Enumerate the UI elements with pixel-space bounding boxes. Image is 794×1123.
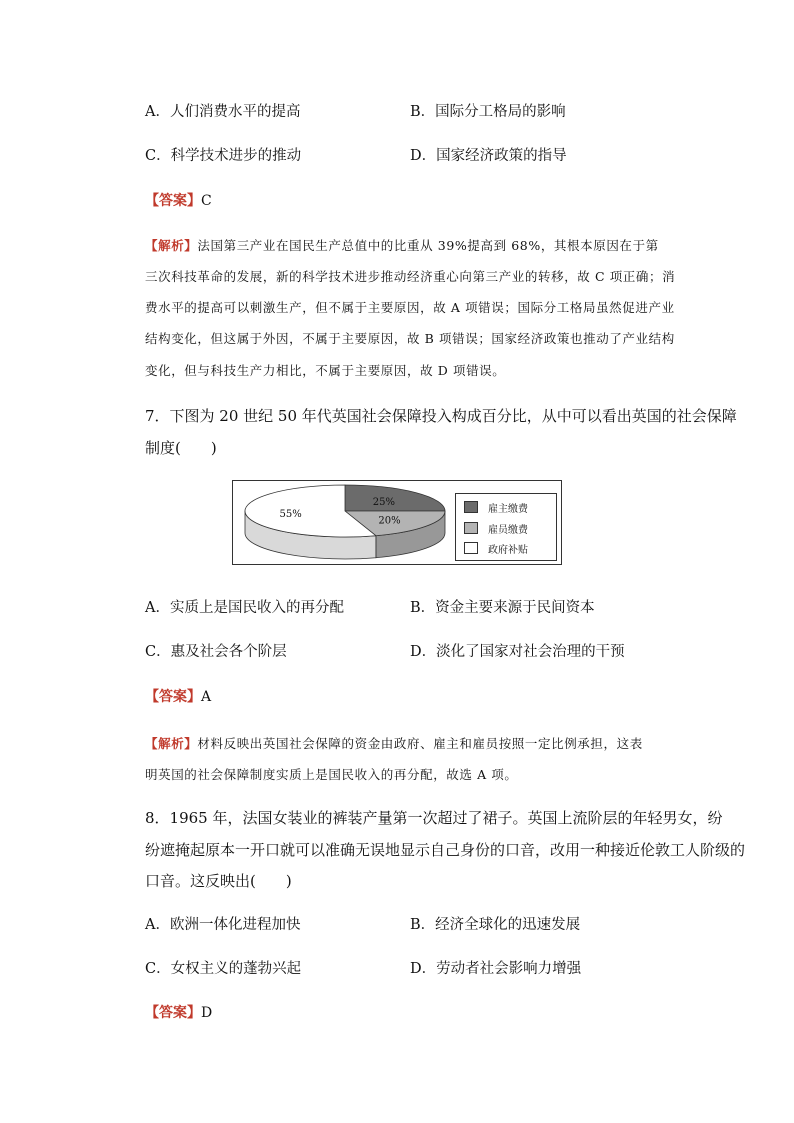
analysis-tag: 【解析】: [145, 238, 198, 253]
pie-chart: [235, 478, 475, 573]
q7-option-c: C．惠及社会各个阶层: [145, 644, 287, 660]
legend-swatch: [464, 501, 478, 513]
q6-analysis-line-3: 费水平的提高可以刺激生产，但不属于主要原因，故 A 项错误；国际分工格局虽然促进产业: [145, 300, 675, 315]
legend-swatch: [464, 522, 478, 534]
answer-tag: 【答案】: [145, 689, 201, 705]
q6-option-d: D．国家经济政策的指导: [410, 148, 567, 164]
q8-stem-line-2: 纷遮掩起原本一开口就可以准确无误地显示自己身份的口音，改用一种接近伦敦工人阶级的: [145, 841, 746, 859]
pie-label-0: 25%: [372, 496, 396, 508]
q7-analysis-line-2: 明英国的社会保障制度实质上是国民收入的再分配，故选 A 项。: [145, 767, 518, 782]
q6-analysis-line-2: 三次科技革命的发展，新的科学技术进步推动经济重心向第三产业的转移，故 C 项正确；消: [145, 269, 676, 284]
q7-stem-line-1: 7．下图为 20 世纪 50 年代英国社会保障投入构成百分比，从中可以看出英国的社会保障: [145, 407, 737, 425]
q6-option-b: B．国际分工格局的影响: [410, 104, 566, 120]
q6-option-c: C．科学技术进步的推动: [145, 148, 302, 164]
q6-analysis-line-1: [145, 236, 659, 256]
q6-option-a: A．人们消费水平的提高: [145, 104, 301, 120]
q8-option-d: D．劳动者社会影响力增强: [410, 961, 582, 977]
legend-label: 雇员缴费: [488, 524, 528, 536]
q8-answer: [145, 1003, 212, 1023]
answer-value: C: [201, 193, 212, 209]
legend-item-employer: [464, 499, 528, 515]
q6-analysis-line-4: 结构变化，但这属于外因，不属于主要原因，故 B 项错误；国家经济政策也推动了产业结构: [145, 331, 675, 346]
legend-item-employee: [464, 520, 528, 536]
answer-value: D: [201, 1005, 213, 1021]
legend-swatch: [464, 542, 478, 554]
q8-option-b: B．经济全球化的迅速发展: [410, 917, 581, 933]
q8-stem-line-1: 8．1965 年，法国女装业的裤装产量第一次超过了裙子。英国上流阶层的年轻男女，纷: [145, 809, 723, 827]
q7-option-d: D．淡化了国家对社会治理的干预: [410, 644, 625, 660]
q6-answer: [145, 191, 212, 211]
legend-item-government: [464, 540, 528, 556]
q7-stem-line-2: 制度( ): [145, 439, 217, 457]
pie-label-1: 20%: [378, 515, 401, 527]
answer-tag: 【答案】: [145, 1005, 201, 1021]
q7-option-b: B．资金主要来源于民间资本: [410, 600, 595, 616]
q8-stem-line-3: 口音。这反映出( ): [145, 872, 292, 890]
analysis-text: 材料反映出英国社会保障的资金由政府、雇主和雇员按照一定比例承担，这表: [197, 736, 643, 751]
q7-option-a: A．实质上是国民收入的再分配: [145, 600, 344, 616]
q7-answer: [145, 687, 211, 707]
answer-tag: 【答案】: [145, 193, 201, 209]
q7-analysis-line-1: [145, 734, 643, 754]
legend-label: 政府补贴: [488, 544, 528, 556]
pie-label-2: 55%: [279, 509, 302, 521]
legend-label: 雇主缴费: [488, 503, 528, 515]
answer-value: A: [201, 689, 212, 705]
q8-option-c: C．女权主义的蓬勃兴起: [145, 961, 302, 977]
analysis-text: 法国第三产业在国民生产总值中的比重从 39%提高到 68%，其根本原因在于第: [197, 238, 659, 253]
analysis-tag: 【解析】: [145, 736, 198, 751]
chart-legend: [455, 493, 557, 561]
q6-analysis-line-5: 变化，但与科技生产力相比，不属于主要原因，故 D 项错误。: [145, 363, 506, 378]
q8-option-a: A．欧洲一体化进程加快: [145, 917, 301, 933]
